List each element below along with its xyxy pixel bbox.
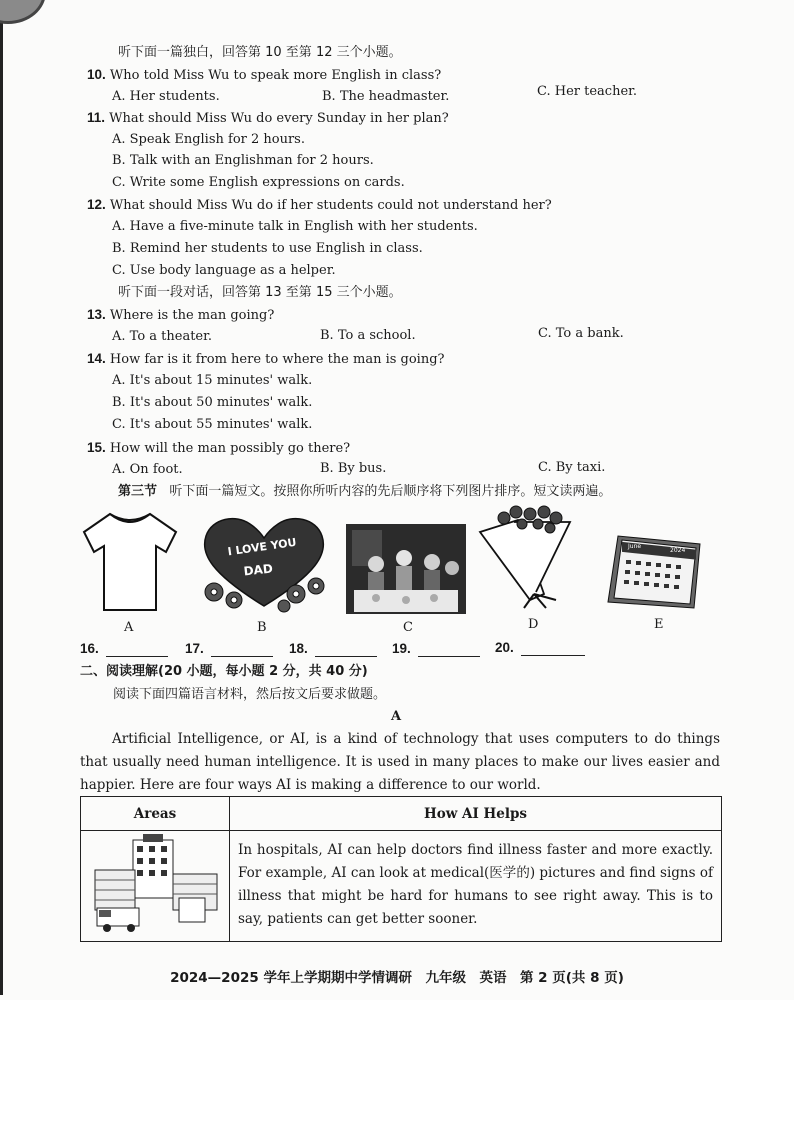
family-dinner-photo (346, 524, 466, 614)
love-you-dad-heart-icon (192, 514, 336, 614)
picture-label-b: B (257, 620, 267, 635)
option-13-a[interactable]: A. To a theater. (112, 329, 213, 344)
option-12-a[interactable]: A. Have a five-minute talk in English with her students. (112, 219, 478, 234)
passage-letter: A (391, 709, 402, 724)
option-10-c[interactable]: C. Her teacher. (537, 84, 638, 99)
option-11-b[interactable]: B. Talk with an Englishman for 2 hours. (112, 153, 374, 168)
answer-blank-17-label: 17. (185, 641, 204, 656)
picture-label-e: E (654, 617, 664, 632)
listening-intro-dialogue: 听下面一段对话，回答第 13 至第 15 三个小题。 (118, 285, 402, 300)
question-text: How far is it from here to where the man is going? (109, 352, 445, 367)
option-14-a[interactable]: A. It's about 15 minutes' walk. (112, 373, 313, 388)
table-row (81, 831, 722, 942)
option-15-a[interactable]: A. On foot. (112, 462, 183, 477)
answer-blank-16-label: 16. (80, 641, 99, 656)
hospital-ai-text: In hospitals, AI can help doctors find illness faster and more exactly. For example, AI can look at medical(医学的) pictures and find signs of illness that might be hard for humans to see right away. This is to say, patients can get better sooner. (238, 842, 713, 927)
answer-blank-16[interactable] (106, 642, 168, 657)
question-text: What should Miss Wu do every Sunday in her plan? (109, 111, 449, 126)
section-3-title: 第三节 (118, 484, 158, 499)
question-14 (87, 351, 445, 368)
tshirt-icon (80, 510, 180, 614)
question-text: Who told Miss Wu to speak more English in class? (109, 68, 442, 83)
reading-instruction: 阅读下面四篇语言材料，然后按文后要求做题。 (113, 687, 387, 702)
answer-blank-20[interactable] (521, 641, 585, 656)
picture-label-d: D (528, 617, 539, 632)
question-number: 14. (87, 351, 106, 366)
option-14-b[interactable]: B. It's about 50 minutes' walk. (112, 395, 313, 410)
table-cell-how-ai-helps (230, 831, 722, 942)
answer-blank-18-label: 18. (289, 641, 308, 656)
reading-section-heading: 二、阅读理解(20 小题，每小题 2 分，共 40 分) (80, 664, 368, 679)
answer-blank-17[interactable] (211, 642, 273, 657)
question-text: Where is the man going? (109, 308, 275, 323)
answer-blank-18[interactable] (315, 642, 377, 657)
question-15 (87, 440, 350, 457)
option-11-a[interactable]: A. Speak English for 2 hours. (112, 132, 305, 147)
option-10-a[interactable]: A. Her students. (112, 89, 220, 104)
heart-art-text-2: DAD (242, 561, 274, 579)
table-header-areas: Areas (81, 797, 230, 831)
option-13-c[interactable]: C. To a bank. (538, 326, 624, 341)
option-15-c[interactable]: C. By taxi. (538, 460, 606, 475)
question-number: 15. (87, 440, 106, 455)
question-number: 11. (87, 110, 106, 125)
option-12-c[interactable]: C. Use body language as a helper. (112, 263, 336, 278)
table-header-how-ai-helps: How AI Helps (230, 797, 722, 831)
answer-blank-19[interactable] (418, 642, 480, 657)
picture-label-a: A (124, 620, 134, 635)
passage-a-paragraph: Artificial Intelligence, or AI, is a kind of technology that uses computers to do things that usually need human intelligence. It is used in many places to make our lives easier and happier. Here are four ways AI is making a difference to our world. (80, 731, 720, 793)
question-number: 12. (87, 197, 106, 212)
table-cell-area-image (81, 831, 230, 942)
section-3-instruction: 听下面一篇短文。按照你所听内容的先后顺序将下列图片排序。短文读两遍。 (169, 484, 612, 499)
question-text: What should Miss Wu do if her students could not understand her? (109, 198, 552, 213)
question-number: 10. (87, 67, 106, 82)
ai-areas-table (80, 796, 722, 942)
page-edge-shadow (0, 0, 3, 995)
page-footer: 2024—2025 学年上学期期中学情调研 九年级 英语 第 2 页(共 8 页) (170, 970, 624, 986)
option-13-b[interactable]: B. To a school. (320, 328, 416, 343)
picture-label-c: C (403, 620, 413, 635)
option-15-b[interactable]: B. By bus. (320, 461, 387, 476)
question-number: 13. (87, 307, 106, 322)
calendar-art-year: 2024 (670, 547, 686, 554)
section-3-heading (118, 484, 611, 500)
answer-blank-19-label: 19. (392, 641, 411, 656)
question-text: How will the man possibly go there? (109, 441, 351, 456)
hospital-ambulance-icon (87, 834, 223, 934)
question-11 (87, 110, 449, 127)
heart-art-text-1: I LOVE YOU (226, 535, 298, 559)
option-12-b[interactable]: B. Remind her students to use English in class. (112, 241, 423, 256)
answer-blank-20-label: 20. (495, 640, 514, 655)
listening-intro-monologue: 听下面一篇独白，回答第 10 至第 12 三个小题。 (118, 45, 402, 60)
question-12 (87, 197, 552, 214)
question-10 (87, 67, 441, 84)
table-header-row (81, 797, 722, 831)
question-13 (87, 307, 274, 324)
calendar-art-month: June (628, 543, 642, 550)
flower-bouquet-icon (474, 504, 590, 612)
option-14-c[interactable]: C. It's about 55 minutes' walk. (112, 417, 313, 432)
option-11-c[interactable]: C. Write some English expressions on cards. (112, 175, 405, 190)
calendar-icon (604, 530, 704, 610)
option-10-b[interactable]: B. The headmaster. (322, 89, 450, 104)
